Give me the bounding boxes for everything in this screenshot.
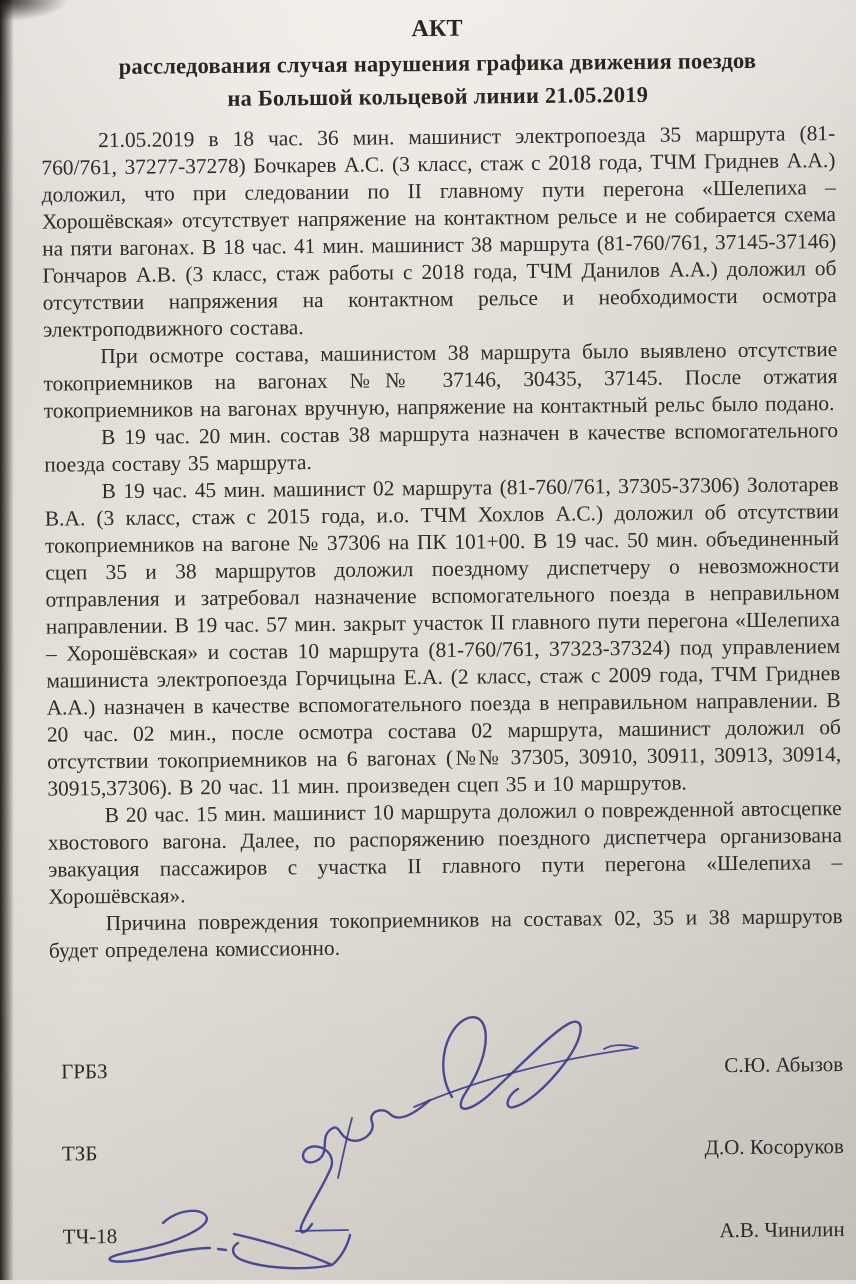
photo-left-edge-shadow	[0, 0, 14, 1280]
signature-row-grbz	[61, 1052, 843, 1085]
document-body	[41, 120, 843, 965]
signature-name: А.В. Чинилин	[719, 1217, 845, 1243]
signature-row-tzb	[62, 1134, 844, 1167]
paragraph-5: В 20 час. 15 мин. машинист 10 маршрута доложил о поврежденной автосцепке хвостового вагона. Далее, по распоряжению поездного диспетчера организована эвакуация пассажиров с участка II главного пути перегона «Шелепиха – Хорошёвская».	[47, 796, 843, 909]
signature-name: С.Ю. Абызов	[724, 1052, 844, 1078]
paragraph-2: При осмотре состава, машинистом 38 маршрута было выявлено отсутствие токоприемников на вагонах №№ 37146, 30435, 37145. После отжатия токоприемников на вагонах вручную, напряжение на контактный рельс было подано.	[43, 337, 838, 423]
photo-top-left-corner-shadow	[0, 0, 100, 36]
paragraph-4: В 19 час. 45 мин. машинист 02 маршрута (81-760/761, 37305-37306) Золотарев В.А. (3 класс, стаж с 2015 года, и.о. ТЧМ Хохлов А.С.) доложил об отсутствии токоприемников на вагоне № 37306 на ПК 101+00. В 19 час. 50 мин. объединенный сцеп 35 и 38 маршрутов доложил поездному диспетчеру о невозможности отправления и затребовал назначение вспомогательного поезда в неправильном направлении. В 19 час. 57 мин. закрыт участок II главного пути перегона «Шелепиха – Хорошёвская» и состав 10 маршрута (81-760/761, 37323-37324) под управлением машиниста электропоезда Горчицына Е.А. (2 класс, стаж с 2009 года, ТЧМ Гриднев А.А.) назначен в качестве вспомогательного поезда в неправильном направлении. В 20 час. 02 мин., после осмотра состава 02 маршрута, машинист доложил об отсутствии токоприемников на 6 вагонах (№№ 37305, 30910, 30911, 30913, 30914, 30915,37306). В 20 час. 11 мин. произведен сцеп 35 и 10 маршрутов.	[44, 472, 842, 801]
title-act: АКТ	[411, 15, 463, 43]
signature-role: ГРБЗ	[61, 1059, 108, 1084]
paragraph-3: В 19 час. 20 мин. состав 38 маршрута назначен в качестве вспомогательного поезда составу 35 маршрута.	[44, 418, 839, 477]
title-subject: расследования случая нарушения графика движения поездов	[118, 47, 757, 79]
signature-role: ТЧ-18	[62, 1224, 118, 1249]
signature-name: Д.О. Косоруков	[704, 1134, 844, 1160]
title-line-date: на Большой кольцевой линии 21.05.2019	[227, 81, 649, 111]
paragraph-6: Причина повреждения токоприемников на составах 02, 35 и 38 маршрутов будет определена комиссионно.	[48, 904, 843, 963]
document-title	[40, 9, 835, 117]
signature-row-tch18	[63, 1217, 845, 1250]
signature-role: ТЗБ	[61, 1141, 98, 1166]
paragraph-1: 21.05.2019 в 18 час. 36 мин. машинист электропоезда 35 маршрута (81-760/761, 37277-37278) Бочкарев А.С. (3 класс, стаж с 2018 года, ТЧМ Гриднев А.А.) доложил, что при следовании по II главному пути перегона «Шелепиха – Хорошёвская» отсутствует напряжение на контактном рельсе и не собирается схема на пяти вагонах. В 18 час. 41 мин. машинист 38 маршрута (81-760/761, 37145-37146) Гончаров А.В. (3 класс, стаж работы с 2018 года, ТЧМ Данилов А.А.) доложил об отсутствии напряжения на контактном рельсе и необходимости осмотра электроподвижного состава.	[41, 121, 837, 342]
